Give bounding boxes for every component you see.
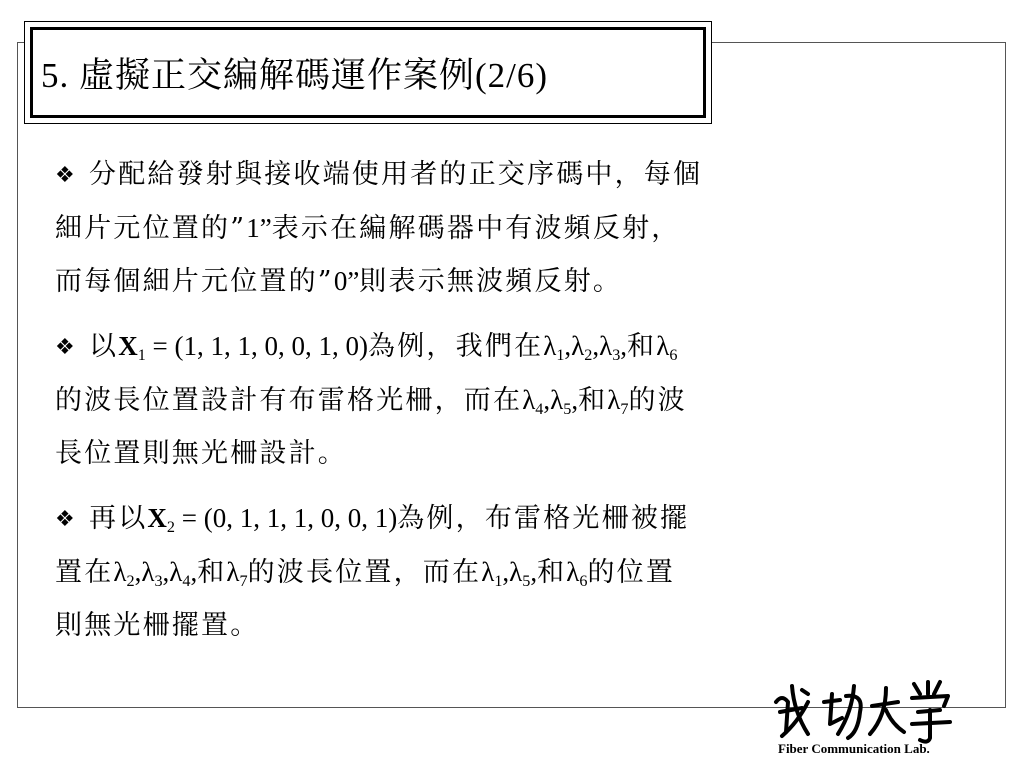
text-line <box>55 255 950 308</box>
subscript: 7 <box>239 571 248 590</box>
subscript: 3 <box>612 345 621 364</box>
text-run: , <box>134 557 142 587</box>
lab-caption: Fiber Communication Lab. <box>778 741 930 756</box>
text-run: λ <box>571 331 585 361</box>
text-run: 和 <box>537 557 567 588</box>
subscript: 4 <box>535 399 544 418</box>
text-run: , <box>620 331 628 361</box>
text-run: λ <box>226 557 240 587</box>
text-line <box>55 202 950 255</box>
text-run: 0” <box>333 266 360 296</box>
text-run: 再以 <box>89 503 148 534</box>
text-run: λ <box>141 557 155 587</box>
vector-symbol: X <box>118 331 138 361</box>
text-run: , <box>162 557 170 587</box>
bullet-paragraph <box>55 492 950 652</box>
subscript: 2 <box>166 517 175 536</box>
text-run: , <box>592 331 600 361</box>
text-run: λ <box>169 557 183 587</box>
text-line <box>55 546 950 599</box>
text-run: 的位置 <box>587 557 676 588</box>
text-run: λ <box>481 557 495 587</box>
text-run: 而每個細片元位置的” <box>55 266 334 297</box>
subscript: 6 <box>669 345 678 364</box>
text-run: = (1, 1, 1, 0, 0, 1, 0) <box>145 331 369 361</box>
subscript: 2 <box>584 345 593 364</box>
text-run: 的波長位置設計有布雷格光柵，而在 <box>55 385 523 416</box>
subscript: 4 <box>182 571 191 590</box>
subscript: 5 <box>522 571 531 590</box>
text-run: 為例，我們在 <box>368 331 544 362</box>
subscript: 7 <box>620 399 629 418</box>
text-run: λ <box>599 331 613 361</box>
text-run: λ <box>543 331 557 361</box>
text-line <box>55 320 950 374</box>
diamond-bullet-icon: ❖ <box>55 335 75 360</box>
text-run: 和 <box>578 385 608 416</box>
subscript: 1 <box>494 571 503 590</box>
text-run: 和 <box>627 331 657 362</box>
text-line <box>55 599 950 652</box>
slide-body <box>55 148 950 652</box>
text-run: 分配給發射與接收端使用者的正交序碼中，每個 <box>89 159 703 190</box>
text-run: 以 <box>89 331 119 362</box>
text-run: 和 <box>197 557 227 588</box>
text-run: λ <box>509 557 523 587</box>
text-run: , <box>571 385 579 415</box>
text-run: λ <box>113 557 127 587</box>
text-run: , <box>190 557 198 587</box>
subscript: 1 <box>556 345 565 364</box>
subscript: 2 <box>126 571 135 590</box>
text-run: 則無光柵擺置。 <box>55 610 260 641</box>
subscript: 3 <box>154 571 163 590</box>
bullet-paragraph <box>55 320 950 480</box>
text-line <box>55 148 950 202</box>
slide-title: 5. 虛擬正交編解碼運作案例(2/6) <box>41 55 549 95</box>
title-inner-border <box>30 27 706 118</box>
text-run: = (0, 1, 1, 1, 0, 0, 1) <box>175 503 398 533</box>
vector-symbol: X <box>147 503 167 533</box>
text-run: λ <box>550 385 564 415</box>
text-run: 表示在編解碼器中有波頻反射， <box>271 213 681 244</box>
text-run: λ <box>607 385 621 415</box>
text-line <box>55 374 950 427</box>
text-run: , <box>543 385 551 415</box>
diamond-bullet-icon: ❖ <box>55 163 75 188</box>
text-run: 細片元位置的” <box>55 213 247 244</box>
subscript: 5 <box>563 399 572 418</box>
text-run: 的波 <box>628 385 687 416</box>
text-line <box>55 492 950 546</box>
text-run: 的波長位置，而在 <box>247 557 482 588</box>
diamond-bullet-icon: ❖ <box>55 507 75 532</box>
text-run: 為例，布雷格光柵被擺 <box>397 503 690 534</box>
title-box <box>24 21 712 124</box>
subscript: 6 <box>579 571 588 590</box>
text-run: , <box>502 557 510 587</box>
text-run: λ <box>656 331 670 361</box>
text-run: λ <box>566 557 580 587</box>
text-run: , <box>564 331 572 361</box>
text-run: 則表示無波頻反射。 <box>359 266 623 297</box>
text-run: 置在 <box>55 557 114 588</box>
text-run: 1” <box>246 213 272 243</box>
text-run: 長位置則無光柵設計。 <box>55 438 347 469</box>
text-run: , <box>530 557 538 587</box>
bullet-paragraph <box>55 148 950 308</box>
text-run: λ <box>522 385 536 415</box>
subscript: 1 <box>137 345 146 364</box>
text-line <box>55 427 950 480</box>
